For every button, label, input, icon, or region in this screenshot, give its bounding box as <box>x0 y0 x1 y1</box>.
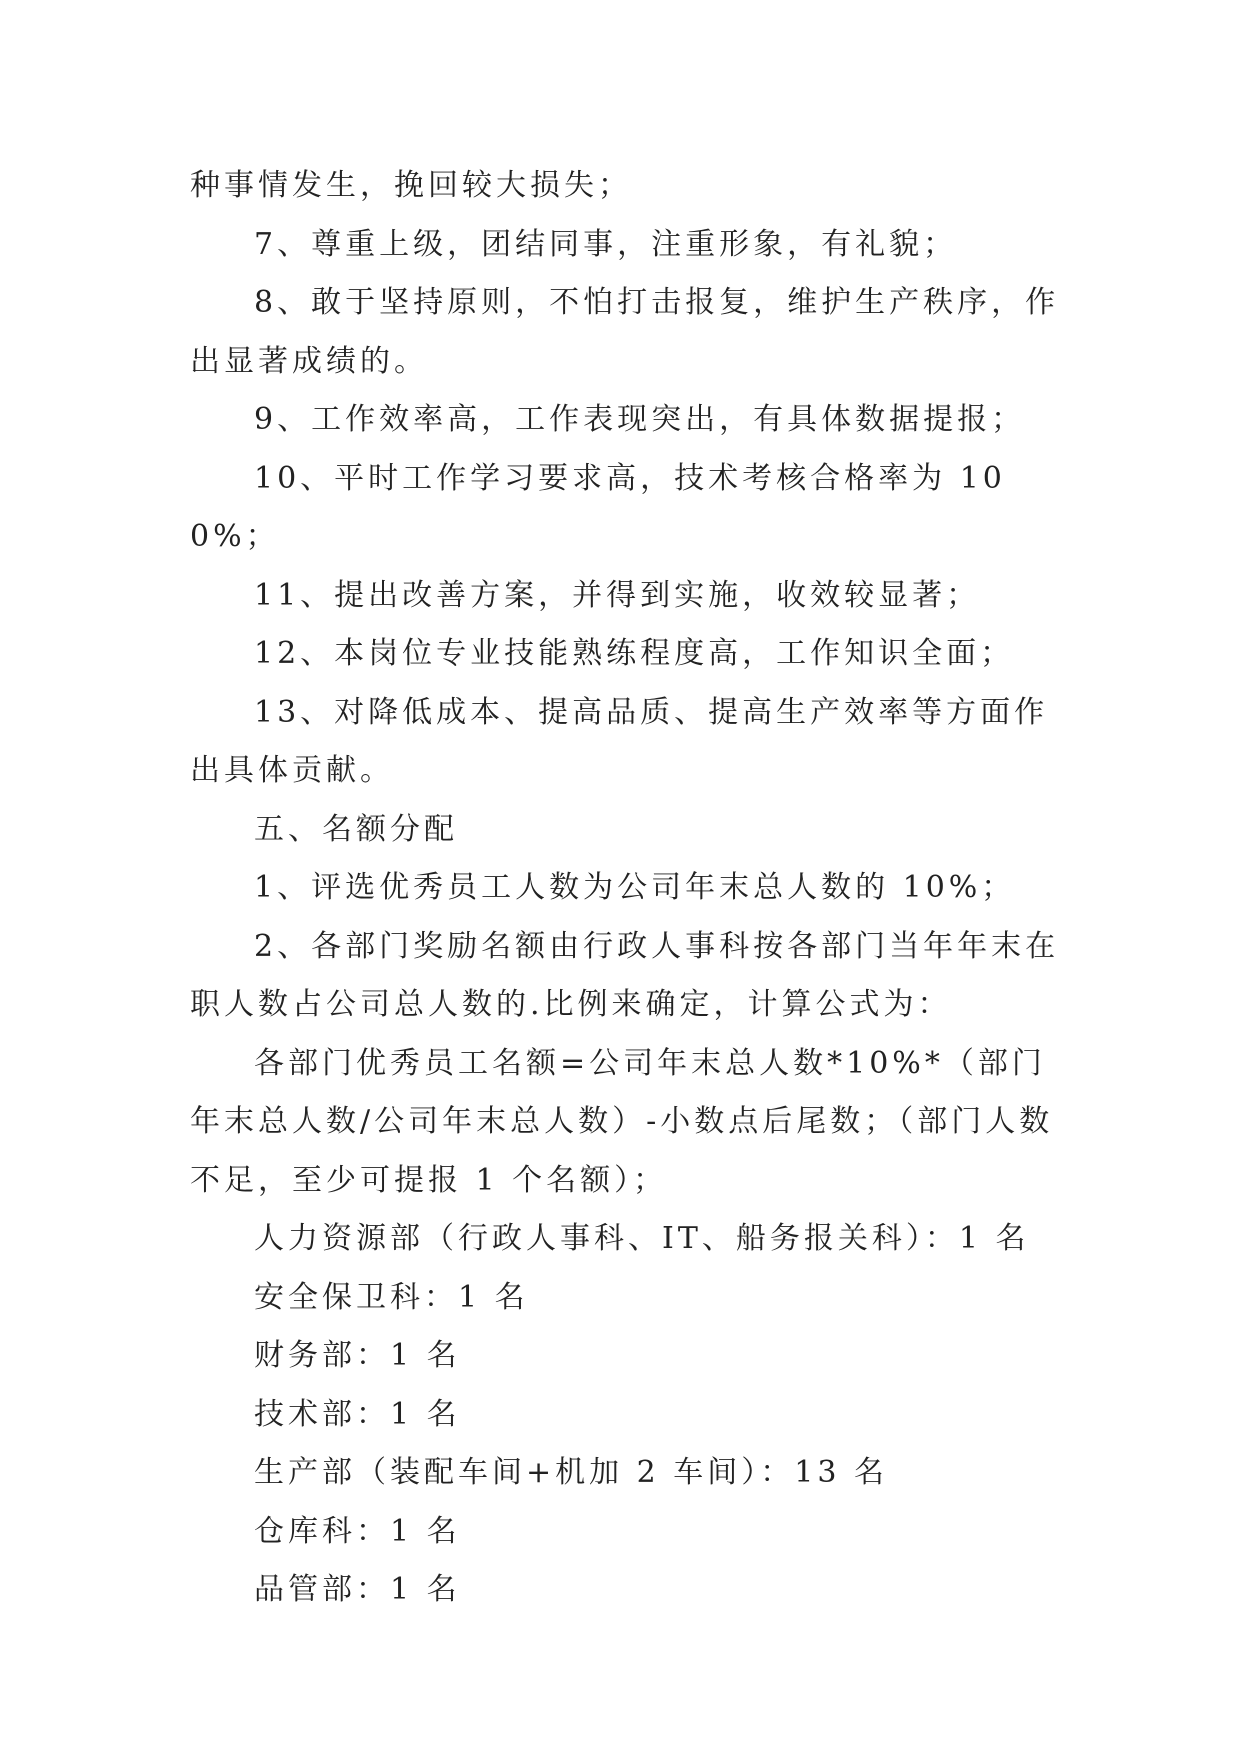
paragraph-item-8: 8、敢于坚持原则，不怕打击报复，维护生产秩序，作出显著成绩的。 <box>190 285 1060 379</box>
quota-department-quality: 品管部：1 名 <box>254 1572 461 1607</box>
paragraph-item-11: 11、提出改善方案，并得到实施，收效较显著； <box>254 577 981 613</box>
section-heading: 五、名额分配 <box>254 811 458 847</box>
quota-department-production: 生产部（装配车间+机加 2 车间）：13 名 <box>254 1455 889 1490</box>
quota-item-2: 2、各部门奖励名额由行政人事科按各部门当年年末在职人数占公司总人数的.比例来确定，计算公式为： <box>190 928 1060 1022</box>
quota-department-finance: 财务部：1 名 <box>254 1338 461 1373</box>
paragraph-continuation: 种事情发生，挽回较大损失； <box>190 168 632 203</box>
quota-department-warehouse: 仓库科：1 名 <box>254 1513 461 1549</box>
quota-department-technology: 技术部：1 名 <box>254 1396 461 1432</box>
paragraph-item-13: 13、对降低成本、提高品质、提高生产效率等方面作出具体贡献。 <box>190 694 1049 788</box>
document-body <box>190 157 1060 1620</box>
paragraph-item-10: 10、平时工作学习要求高，技术考核合格率为 100%； <box>190 460 1006 554</box>
quota-item-1: 1、评选优秀员工人数为公司年末总人数的 10%； <box>254 870 1016 905</box>
paragraph-item-9: 9、工作效率高，工作表现突出，有具体数据提报； <box>254 402 1026 437</box>
paragraph-item-12: 12、本岗位专业技能熟练程度高，工作知识全面； <box>254 636 1015 671</box>
quota-department-security: 安全保卫科：1 名 <box>254 1279 529 1315</box>
quota-department-hr: 人力资源部（行政人事科、IT、船务报关科）：1 名 <box>254 1221 1030 1256</box>
paragraph-item-7: 7、尊重上级，团结同事，注重形象，有礼貌； <box>254 226 958 262</box>
quota-formula: 各部门优秀员工名额=公司年末总人数*10%*（部门年末总人数/公司年末总人数）-小数点后尾数；（部门人数不足，至少可提报 1 个名额）； <box>190 1045 1054 1198</box>
